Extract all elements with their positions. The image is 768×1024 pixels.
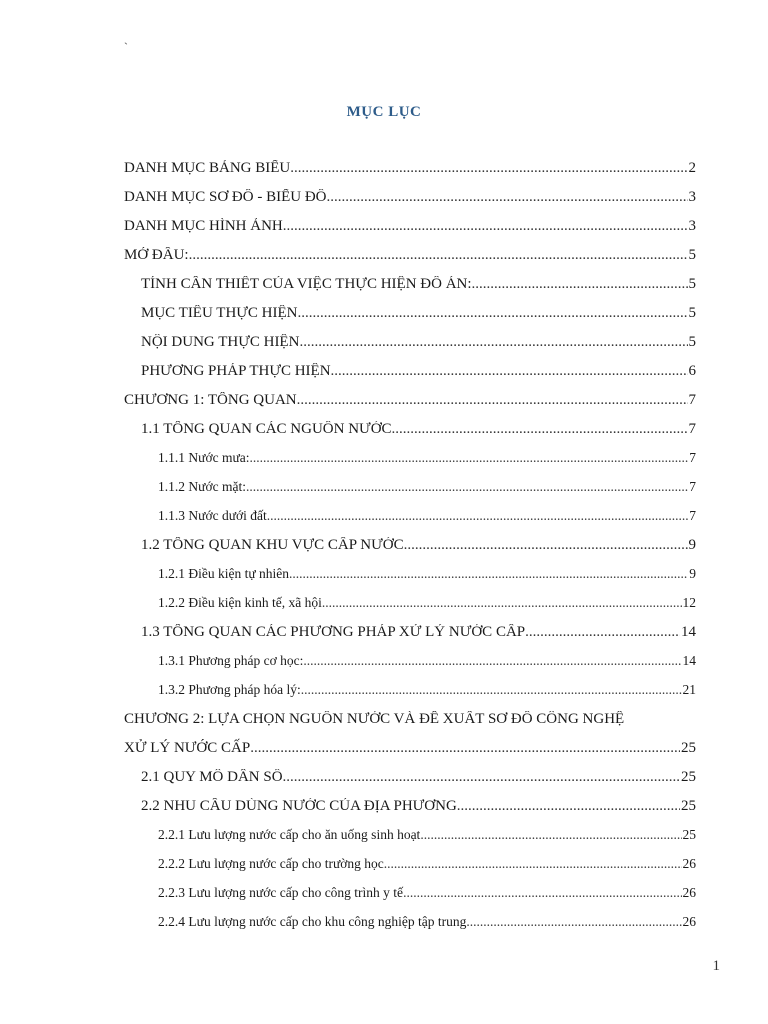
toc-entry[interactable] [124, 276, 696, 305]
toc-entry-label: 1.1.1 Nước mưa: [158, 450, 250, 465]
dot-leader [189, 247, 688, 264]
toc-entry[interactable] [124, 653, 696, 682]
dot-leader [403, 885, 681, 901]
toc-entry-page: 25 [681, 769, 696, 785]
toc-entry-label: DANH MỤC HÌNH ẢNH [124, 218, 283, 234]
toc-entry-page: 9 [689, 566, 696, 581]
toc-entry-label: 2.2.3 Lưu lượng nước cấp cho công trình y tế [158, 885, 404, 900]
dot-leader [267, 508, 688, 524]
toc-entry[interactable] [124, 769, 696, 798]
toc-entry-page: 25 [681, 798, 696, 814]
toc-entry-label: 2.2.1 Lưu lượng nước cấp cho ăn uống sinh hoạt [158, 827, 421, 842]
dot-leader [392, 421, 688, 438]
toc-entry-page: 5 [688, 305, 696, 321]
toc-entry-label-line2: XỬ LÝ NƯỚC CẤP [124, 740, 251, 756]
toc-entry-label: 1.2 TỔNG QUAN KHU VỰC CẤP NƯỚC [141, 537, 404, 553]
toc-entry-page: 7 [689, 479, 696, 494]
toc-entry-page: 14 [681, 624, 696, 640]
table-of-contents [124, 160, 696, 943]
toc-entry-page: 3 [688, 218, 696, 234]
toc-entry-label: DANH MỤC SƠ ĐỒ - BIỂU ĐỒ [124, 189, 327, 205]
toc-entry[interactable] [124, 247, 696, 276]
toc-entry[interactable] [124, 305, 696, 334]
dot-leader [384, 856, 682, 872]
corner-mark: ` [124, 40, 128, 54]
toc-entry-label: 1.3.2 Phương pháp hóa lý: [158, 682, 301, 697]
toc-entry[interactable] [124, 711, 696, 769]
dot-leader [283, 218, 688, 235]
toc-entry[interactable] [124, 914, 696, 943]
toc-entry[interactable] [124, 189, 696, 218]
toc-entry[interactable] [124, 595, 696, 624]
toc-entry-label: 2.2.2 Lưu lượng nước cấp cho trường học [158, 856, 384, 871]
dot-leader [246, 479, 688, 495]
toc-entry[interactable] [124, 682, 696, 711]
dot-leader [298, 305, 688, 322]
page-number: 1 [712, 958, 720, 974]
toc-entry-page: 6 [688, 363, 696, 379]
toc-entry-page: 25 [681, 740, 696, 756]
toc-entry-label: CHƯƠNG 1: TỔNG QUAN [124, 392, 297, 408]
dot-leader [283, 769, 680, 786]
dot-leader [472, 276, 688, 293]
toc-entry-page: 7 [689, 508, 696, 523]
toc-entry[interactable] [124, 885, 696, 914]
toc-entry-label: TÍNH CẦN THIẾT CỦA VIỆC THỰC HIỆN ĐỒ ÁN: [141, 276, 472, 292]
toc-entry-page: 12 [682, 595, 696, 610]
dot-leader [250, 450, 689, 466]
toc-entry[interactable] [124, 392, 696, 421]
dot-leader [290, 160, 687, 177]
toc-entry-page: 25 [682, 827, 696, 842]
toc-entry[interactable] [124, 566, 696, 595]
toc-entry-label: 1.1 TỔNG QUAN CÁC NGUỒN NƯỚC [141, 421, 392, 437]
toc-entry[interactable] [124, 856, 696, 885]
toc-entry-label: MỤC TIÊU THỰC HIỆN [141, 305, 298, 321]
toc-entry-page: 3 [688, 189, 696, 205]
toc-entry[interactable] [124, 537, 696, 566]
toc-title: MỤC LỤC [346, 104, 422, 120]
toc-entry[interactable] [124, 624, 696, 653]
toc-entry[interactable] [124, 508, 696, 537]
toc-entry-page: 7 [688, 421, 696, 437]
toc-entry-label: 1.1.3 Nước dưới đất [158, 508, 267, 523]
dot-leader [289, 566, 688, 582]
toc-entry[interactable] [124, 363, 696, 392]
toc-entry-page: 2 [688, 160, 696, 176]
toc-entry-label-line1: CHƯƠNG 2: LỰA CHỌN NGUỒN NƯỚC VÀ ĐỀ XUẤT SƠ ĐỒ CÔNG NGHỆ [124, 711, 625, 727]
toc-entry-label: 1.3 TỔNG QUAN CÁC PHƯƠNG PHÁP XỬ LÝ NƯỚC CẤP [141, 624, 526, 640]
dot-leader [525, 624, 680, 641]
dot-leader [404, 537, 688, 554]
dot-leader [299, 334, 687, 351]
toc-entry-label: 1.1.2 Nước mặt: [158, 479, 246, 494]
dot-leader [250, 740, 680, 757]
toc-entry-page: 26 [682, 914, 696, 929]
toc-entry[interactable] [124, 334, 696, 363]
toc-entry-page: 26 [682, 856, 696, 871]
toc-entry-label: 1.3.1 Phương pháp cơ học: [158, 653, 304, 668]
dot-leader [331, 363, 688, 380]
dot-leader [420, 827, 681, 843]
dot-leader [301, 682, 682, 698]
toc-entry-page: 26 [682, 885, 696, 900]
dot-leader [466, 914, 681, 930]
toc-entry-label: 2.2.4 Lưu lượng nước cấp cho khu công nghiệp tập trung [158, 914, 467, 929]
toc-entry-label: 2.1 QUY MÔ DÂN SỐ [141, 769, 283, 785]
toc-entry-page: 5 [688, 276, 696, 292]
toc-entry-page: 21 [682, 682, 696, 697]
toc-entry[interactable] [124, 827, 696, 856]
toc-entry[interactable] [124, 450, 696, 479]
toc-entry[interactable] [124, 479, 696, 508]
dot-leader [457, 798, 680, 815]
toc-entry-page: 9 [688, 537, 696, 553]
toc-entry-page: 7 [689, 450, 696, 465]
dot-leader [327, 189, 688, 206]
dot-leader [303, 653, 681, 669]
toc-entry[interactable] [124, 421, 696, 450]
toc-entry-page: 5 [688, 247, 696, 263]
dot-leader [322, 595, 682, 611]
toc-entry[interactable] [124, 798, 696, 827]
toc-entry-page: 5 [688, 334, 696, 350]
toc-entry-label: NỘI DUNG THỰC HIỆN [141, 334, 300, 350]
toc-entry-page: 7 [688, 392, 696, 408]
toc-entry-label: MỞ ĐẦU: [124, 247, 189, 263]
toc-entry-label: 1.2.2 Điều kiện kinh tế, xã hội [158, 595, 322, 610]
toc-entry-label: PHƯƠNG PHÁP THỰC HIỆN [141, 363, 331, 379]
toc-entry[interactable] [124, 218, 696, 247]
toc-entry-label: DANH MỤC BẢNG BIỂU [124, 160, 291, 176]
toc-entry[interactable] [124, 160, 696, 189]
toc-entry-page: 14 [682, 653, 696, 668]
dot-leader [297, 392, 688, 409]
toc-entry-label: 2.2 NHU CẦU DÙNG NƯỚC CỦA ĐỊA PHƯƠNG [141, 798, 457, 814]
toc-entry-label: 1.2.1 Điều kiện tự nhiên [158, 566, 290, 581]
